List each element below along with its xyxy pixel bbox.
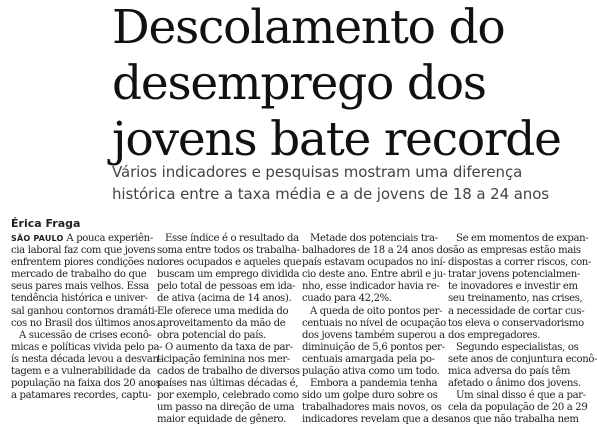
body-line: população na faixa dos 20 anos — [11, 378, 161, 390]
article-headline — [112, 0, 582, 168]
text-column-3 — [302, 233, 452, 427]
body-line: por exemplo, celebrado como — [157, 390, 299, 402]
body-line: seu treinamento, nas crises, — [448, 293, 583, 305]
body-line: centuais amargada pela po- — [302, 353, 435, 365]
body-line: ís nesta década levou a desvan- — [11, 353, 162, 365]
body-line: trabalhadores mais novos, os — [302, 402, 442, 414]
body-line: pelo total de pessoas em ida- — [157, 281, 296, 293]
body-line: enfrentem piores condições no — [11, 257, 159, 269]
body-line: aproveitamento da mão de — [157, 317, 286, 329]
body-line: dos jovens também superou a — [302, 329, 445, 341]
body-line: a patamares recordes, captu- — [11, 390, 152, 402]
body-line: A queda de oito pontos per- — [310, 305, 443, 317]
body-line: Se em momentos de expan- — [456, 233, 589, 244]
body-line: nho, esse indicador havia re- — [302, 281, 440, 293]
body-line: soma entre todos os trabalha- — [157, 245, 300, 257]
body-line: mica adversa do país têm — [448, 366, 571, 378]
body-line: a necessidade de cortar cus- — [448, 305, 585, 317]
body-line: Metade dos potenciais tra- — [310, 233, 438, 244]
headline-line: desemprego dos — [112, 56, 486, 111]
author-byline: Érica Fraga — [11, 217, 81, 230]
body-line: centuais no nível de ocupação — [302, 317, 446, 329]
body-line: tendência histórica e univer- — [11, 293, 148, 305]
body-line: dos empregadores. — [448, 329, 540, 341]
body-line: buscam um emprego dividida — [157, 269, 300, 281]
body-line: Ele oferece uma medida do — [157, 305, 289, 317]
body-line: ticipação feminina nos mer- — [157, 353, 290, 365]
body-line: seus pares mais velhos. Essa — [11, 281, 149, 293]
body-line: tagem e a vulnerabilidade da — [11, 366, 151, 378]
body-line: A sucessão de crises econô- — [19, 329, 152, 341]
article-subtitle — [112, 161, 582, 205]
body-line: dispostas a correr riscos, con- — [448, 257, 592, 269]
text-column-2 — [157, 233, 302, 427]
body-line: dores ocupados e aqueles que — [157, 257, 302, 269]
body-line: tos eleva o conservadorismo — [448, 317, 584, 329]
body-line: tratar jovens potencialmen- — [448, 269, 580, 281]
body-line: afetado o ânimo dos jovens. — [448, 378, 581, 390]
body-line: indicadores revelam que a des- — [302, 414, 452, 426]
body-line: são as empresas estão mais — [448, 245, 581, 257]
body-line: micas e políticas vivida pelo pa- — [11, 341, 163, 353]
body-line: cuado para 42,2%. — [302, 293, 392, 305]
headline-line: Descolamento do — [112, 0, 505, 55]
dateline: SÃO PAULO — [11, 234, 64, 243]
body-line: de ativa (acima de 14 anos). — [157, 293, 292, 305]
body-line: países nas últimas décadas é, — [157, 378, 299, 390]
body-line: um passo na direção de uma — [157, 402, 295, 414]
article-body — [0, 233, 597, 426]
body-line: anos que não trabalha nem — [448, 414, 579, 426]
text-column-1 — [11, 233, 163, 402]
body-line: sido um golpe duro sobre os — [302, 390, 438, 402]
body-line: Embora a pandemia tenha — [310, 378, 438, 390]
body-line: pulação ativa como um todo. — [302, 366, 440, 378]
body-line: país estavam ocupados no iní- — [302, 257, 446, 269]
body-line: Segundo especialistas, os — [456, 341, 579, 353]
body-line: sal ganhou contornos dramáti- — [11, 305, 158, 317]
body-line: mercado de trabalho do que — [11, 269, 147, 281]
body-line: sete anos de conjuntura econô- — [448, 353, 597, 365]
body-line: cia laboral faz com que jovens — [11, 245, 156, 257]
body-line: obra potencial do país. — [157, 329, 266, 341]
body-line: Esse índice é o resultado da — [165, 233, 299, 244]
subtitle-line: histórica entre a taxa média e a de jovens de 18 a 24 anos — [112, 185, 549, 203]
body-line: cio deste ano. Entre abril e ju- — [302, 269, 446, 281]
body-line: SÃO PAULO A pouca experiên- — [11, 233, 153, 244]
text-column-4 — [448, 233, 597, 427]
body-line: cela da população de 20 a 29 — [448, 402, 588, 414]
body-line: te inovadores e investir em — [448, 281, 578, 293]
body-line: O aumento da taxa de par- — [165, 341, 293, 353]
body-line: balhadores de 18 a 24 anos do — [302, 245, 449, 257]
body-line: cados de trabalho de diversos — [157, 366, 300, 378]
body-line: cos no Brasil dos últimos anos. — [11, 317, 159, 329]
body-line: maior equidade de gênero. — [157, 414, 286, 426]
body-line: diminuição de 5,6 pontos per- — [302, 341, 445, 353]
subtitle-line: Vários indicadores e pesquisas mostram uma diferença — [112, 163, 523, 181]
body-line: Um sinal disso é que a par- — [456, 390, 586, 402]
headline-line: jovens bate recorde — [112, 112, 561, 167]
